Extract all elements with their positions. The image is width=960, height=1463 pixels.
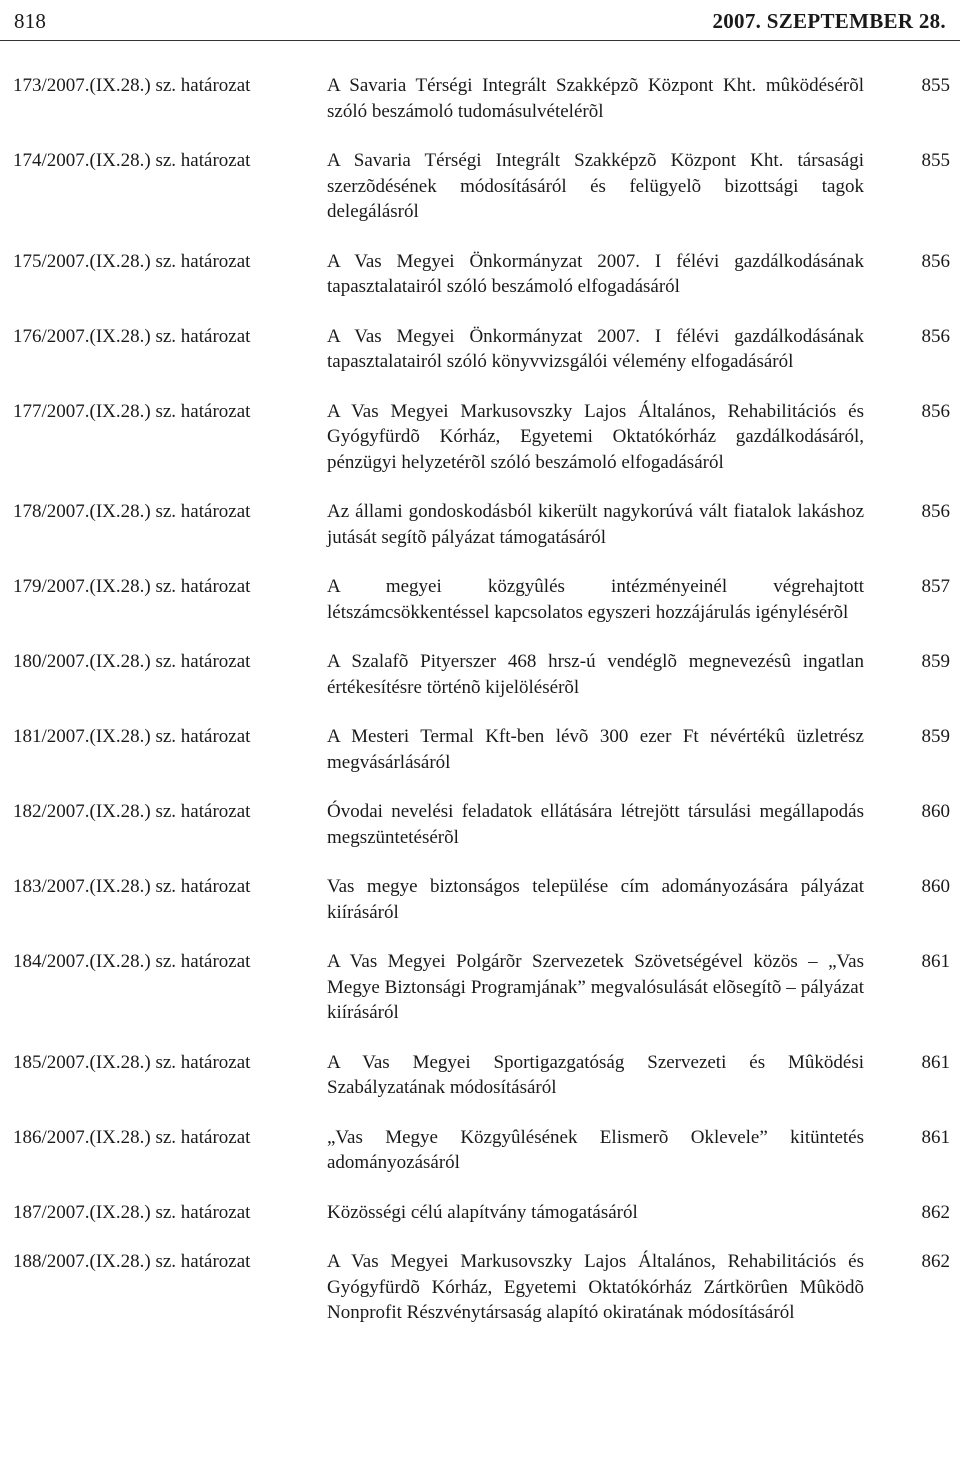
resolution-entry [0,249,960,300]
resolution-number: 174/2007.(IX.28.) sz. határozat [13,150,251,171]
resolution-title: A Savaria Térségi Integrált Szakképzõ Központ Kht. társasági szerzõdésének módosításáról és felügyelõ bizottsági tagok delegálásról [327,150,864,222]
resolution-entry [0,574,960,625]
resolution-number: 178/2007.(IX.28.) sz. határozat [13,501,251,522]
resolution-entry [0,724,960,775]
resolution-title: A megyei közgyûlés intézményeinél végrehajtott létszámcsökkentéssel kapcsolatos egyszeri hozzájárulás igénylésérõl [327,576,864,623]
resolution-entry [0,949,960,1026]
resolution-entry [0,1050,960,1101]
page-reference: 856 [921,501,950,522]
page-reference: 859 [921,651,950,672]
resolution-title: A Vas Megyei Markusovszky Lajos Általános, Rehabilitációs és Gyógyfürdõ Kórház, Egyetemi Oktatókórház gazdálkodásáról, pénzügyi helyzetérõl szóló beszámoló elfogadásáról [327,400,864,473]
resolution-number: 173/2007.(IX.28.) sz. határozat [13,75,251,96]
page-reference: 857 [921,576,950,597]
header-divider [0,40,960,41]
resolution-number: 187/2007.(IX.28.) sz. határozat [13,1201,251,1223]
resolution-number: 183/2007.(IX.28.) sz. határozat [13,876,251,897]
resolution-number: 177/2007.(IX.28.) sz. határozat [13,400,251,422]
issue-date: 2007. SZEPTEMBER 28. [712,9,946,33]
resolution-title: Óvodai nevelési feladatok ellátására létrejött társulási megállapodás megszüntetésérõl [327,801,864,848]
page-reference: 860 [921,876,950,897]
resolution-entry [0,649,960,700]
resolution-title: Közösségi célú alapítvány támogatásáról [327,1201,638,1223]
resolution-entry [0,148,960,225]
page-reference: 861 [921,1126,950,1148]
page-reference: 856 [921,325,950,347]
resolution-entry [0,73,960,124]
resolution-title: Vas megye biztonságos települése cím adományozására pályázat kiírásáról [327,876,864,923]
page-reference: 862 [921,1201,950,1223]
resolution-number: 184/2007.(IX.28.) sz. határozat [13,951,251,972]
resolution-number: 186/2007.(IX.28.) sz. határozat [13,1126,251,1148]
page-reference: 861 [921,951,950,972]
resolution-entry [0,874,960,925]
resolution-index-list [0,73,960,1350]
resolution-title: A Vas Megyei Önkormányzat 2007. I félévi gazdálkodásának tapasztalatairól szóló könyvvizsgálói vélemény elfogadásáról [327,325,864,372]
resolution-title: A Mesteri Termal Kft-ben lévõ 300 ezer Ft névértékû üzletrész megvásárlásáról [327,726,864,773]
page-reference: 855 [921,75,950,96]
page-reference: 861 [921,1051,950,1073]
resolution-number: 179/2007.(IX.28.) sz. határozat [13,576,251,597]
resolution-entry [0,1200,960,1226]
resolution-title: A Savaria Térségi Integrált Szakképzõ Központ Kht. mûködésérõl szóló beszámoló tudomásulvételérõl [327,75,864,122]
resolution-entry [0,499,960,550]
resolution-number: 182/2007.(IX.28.) sz. határozat [13,801,251,822]
resolution-number: 175/2007.(IX.28.) sz. határozat [13,250,251,272]
resolution-entry [0,324,960,375]
page-number: 818 [14,9,47,33]
page-header [14,0,946,34]
resolution-title: A Vas Megyei Önkormányzat 2007. I félévi gazdálkodásának tapasztalatairól szóló beszámoló elfogadásáról [327,250,864,297]
page-reference: 860 [921,801,950,822]
resolution-number: 180/2007.(IX.28.) sz. határozat [13,651,251,672]
resolution-number: 181/2007.(IX.28.) sz. határozat [13,726,251,747]
page-reference: 859 [921,726,950,747]
resolution-number: 176/2007.(IX.28.) sz. határozat [13,325,251,347]
resolution-number: 188/2007.(IX.28.) sz. határozat [13,1251,251,1272]
resolution-number: 185/2007.(IX.28.) sz. határozat [13,1051,251,1073]
resolution-title: A Szalafõ Pityerszer 468 hrsz-ú vendéglõ megnevezésû ingatlan értékesítésre történõ kijelölésérõl [327,651,864,698]
resolution-title: „Vas Megye Közgyûlésének Elismerõ Oklevele” kitüntetés adományozásáról [327,1126,864,1173]
resolution-entry [0,1249,960,1326]
page-reference: 856 [921,250,950,272]
resolution-title: A Vas Megyei Markusovszky Lajos Általános, Rehabilitációs és Gyógyfürdõ Kórház, Egyetemi Oktatókórház Zártkörûen Mûködõ Nonprofit Részvénytársaság alapító okiratának módosításáról [327,1251,864,1323]
resolution-entry [0,799,960,850]
resolution-title: A Vas Megyei Sportigazgatóság Szervezeti és Mûködési Szabályzatának módosításáról [327,1051,864,1098]
page-reference: 862 [921,1251,950,1272]
resolution-title: A Vas Megyei Polgárõr Szervezetek Szövetségével közös – „Vas Megye Biztonsági Programjának” megvalósulását elõsegítõ – pályázat kiírásáról [327,951,864,1023]
page-reference: 856 [921,400,950,422]
resolution-entry [0,1125,960,1176]
page-reference: 855 [921,150,950,171]
resolution-entry [0,399,960,476]
resolution-title: Az állami gondoskodásból kikerült nagykorúvá vált fiatalok lakáshoz jutását segítõ pályázat támogatásáról [327,501,864,548]
